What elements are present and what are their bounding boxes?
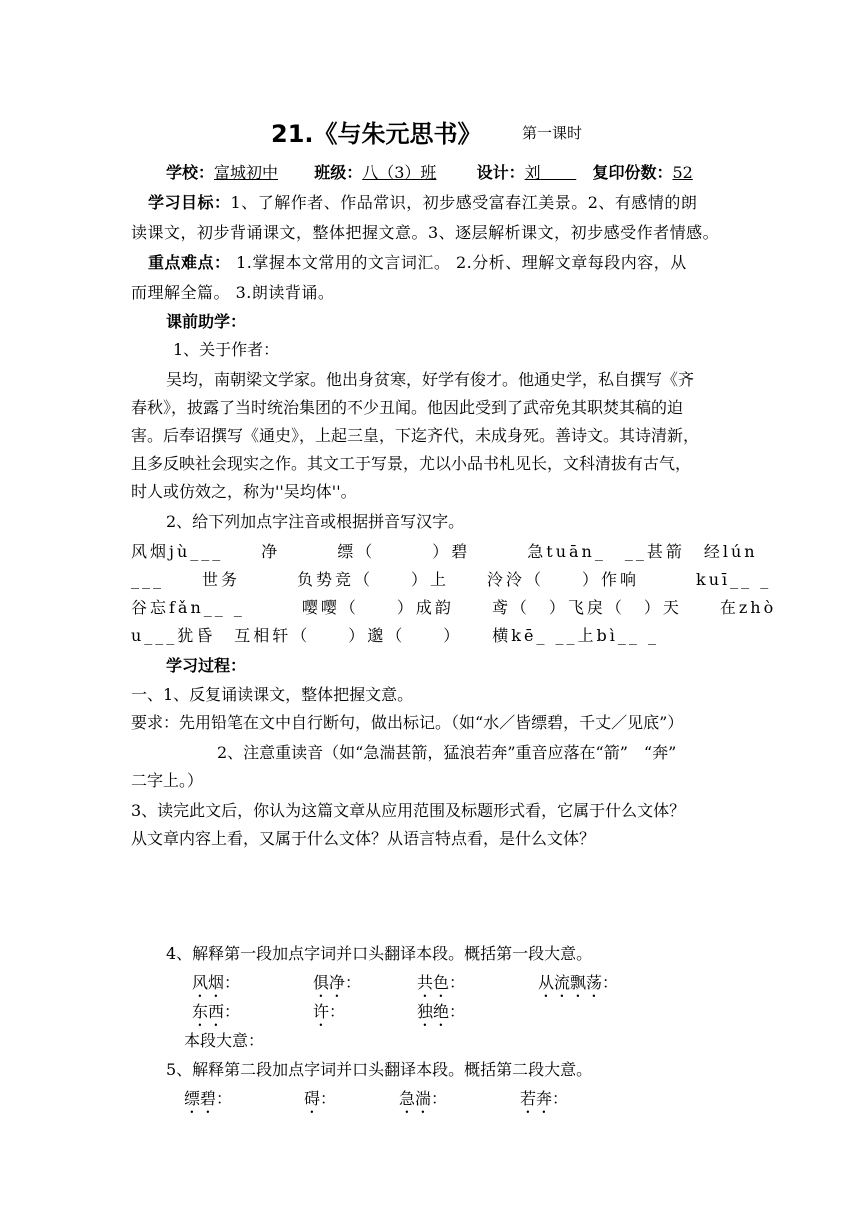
vocab-item: 东西： — [192, 1002, 241, 1021]
info-line — [166, 163, 693, 183]
objectives-line-1: 学习目标：1、了解作者、作品常识，初步感受富春江美景。2、有感情的朗 — [148, 193, 698, 212]
process-item-3-cont: 从文章内容上看，又属于什么文体？从语言特点看，是什么文体？ — [131, 829, 596, 848]
vocab-item: 从流飘荡： — [538, 973, 619, 992]
preview-heading: 课前助学： — [166, 312, 247, 331]
vocab-item: 碍： — [304, 1089, 337, 1108]
designer-label: 设计： — [476, 163, 525, 182]
class-label: 班级： — [314, 163, 363, 182]
paragraph-summary-label: 本段大意： — [184, 1031, 265, 1050]
vocab-item: 许： — [313, 1002, 346, 1021]
copies-value: 52 — [672, 163, 693, 182]
process-item-2: 2、注意重读音（如“急湍甚箭，猛浪若奔”重音应落在“箭” “奔” — [217, 743, 677, 762]
pinyin-heading: 2、给下列加点字注音或根据拼音写汉字。 — [166, 512, 465, 531]
keypoints-line-1: 重点难点： 1.掌握本文常用的文言词汇。 2.分析、理解文章每段内容，从 — [148, 253, 687, 272]
process-item-2-cont: 二字上。） — [131, 771, 204, 790]
process-item-1: 一、1、反复诵读课文，整体把握文意。 — [131, 685, 414, 704]
process-requirement: 要求：先用铅笔在文中自行断句，做出标记。（如“水／皆缥碧，千丈／见底”） — [131, 713, 684, 732]
vocab-item: 独绝： — [417, 1002, 466, 1021]
objectives-label: 学习目标： — [148, 193, 231, 212]
copies-label: 复印份数： — [592, 163, 673, 182]
pinyin-row: 谷忘fǎn__ _ 嘤嘤（ ）成韵 鸢（ ）飞戾（ ）天 在zhò — [131, 598, 777, 617]
author-heading: 1、关于作者： — [173, 340, 280, 359]
school-label: 学校： — [166, 163, 215, 182]
pinyin-row: u___犹昏 互相轩（ ）邈（ ） 横kē_ __上bì__ _ — [131, 626, 660, 645]
lesson-label: 第一课时 — [522, 124, 583, 142]
keypoints-line-2: 而理解全篇。 3.朗读背诵。 — [131, 283, 335, 302]
author-text-line: 害。后奉诏撰写《通史》，上起三皇，下迄齐代，未成身死。善诗文。其诗清新， — [131, 426, 700, 445]
class-value: 八（3）班 — [362, 163, 437, 182]
process-item-5: 5、解释第二段加点字词并口头翻译本段。概括第二段大意。 — [166, 1060, 593, 1079]
process-heading: 学习过程： — [166, 656, 247, 675]
pinyin-row: 风烟jù___ 净 缥（ ）碧 急tuān_ __甚箭 经lún — [131, 542, 758, 561]
vocab-item: 急湍： — [399, 1089, 448, 1108]
vocab-item: 若奔： — [520, 1089, 569, 1108]
process-item-4: 4、解释第一段加点字词并口头翻译本段。概括第一段大意。 — [166, 944, 593, 963]
keypoints-label: 重点难点： — [148, 253, 231, 272]
author-text-line: 吴均，南朝梁文学家。他出身贫寒，好学有俊才。他通史学，私自撰写《齐 — [166, 370, 695, 389]
school-value: 富城初中 — [214, 163, 279, 182]
page-title: 21.《与朱元思书》 — [271, 120, 482, 148]
vocab-item: 风烟： — [192, 973, 241, 992]
pinyin-row: ___ 世务 负势竞（ ）上 泠泠（ ）作响 kuī__ _ — [131, 570, 772, 589]
objectives-line-2: 读课文，初步背诵课文，整体把握文意。3、逐层解析课文，初步感受作者情感。 — [131, 223, 720, 242]
vocab-item: 缥碧： — [184, 1089, 233, 1108]
author-text-line: 春秋》，披露了当时统治集团的不少丑闻。他因此受到了武帝免其职焚其稿的迫 — [131, 398, 684, 417]
author-text-line: 时人或仿效之，称为''吴均体''。 — [131, 482, 357, 501]
vocab-item: 俱净： — [313, 973, 362, 992]
author-text-line: 且多反映社会现实之作。其文工于写景，尤以小品书札见长，文科清拔有古气， — [131, 454, 692, 473]
process-item-3: 3、读完此文后，你认为这篇文章从应用范围及标题形式看，它属于什么文体？ — [131, 801, 686, 820]
vocab-item: 共色： — [417, 973, 466, 992]
designer-value: 刘 — [524, 163, 541, 182]
